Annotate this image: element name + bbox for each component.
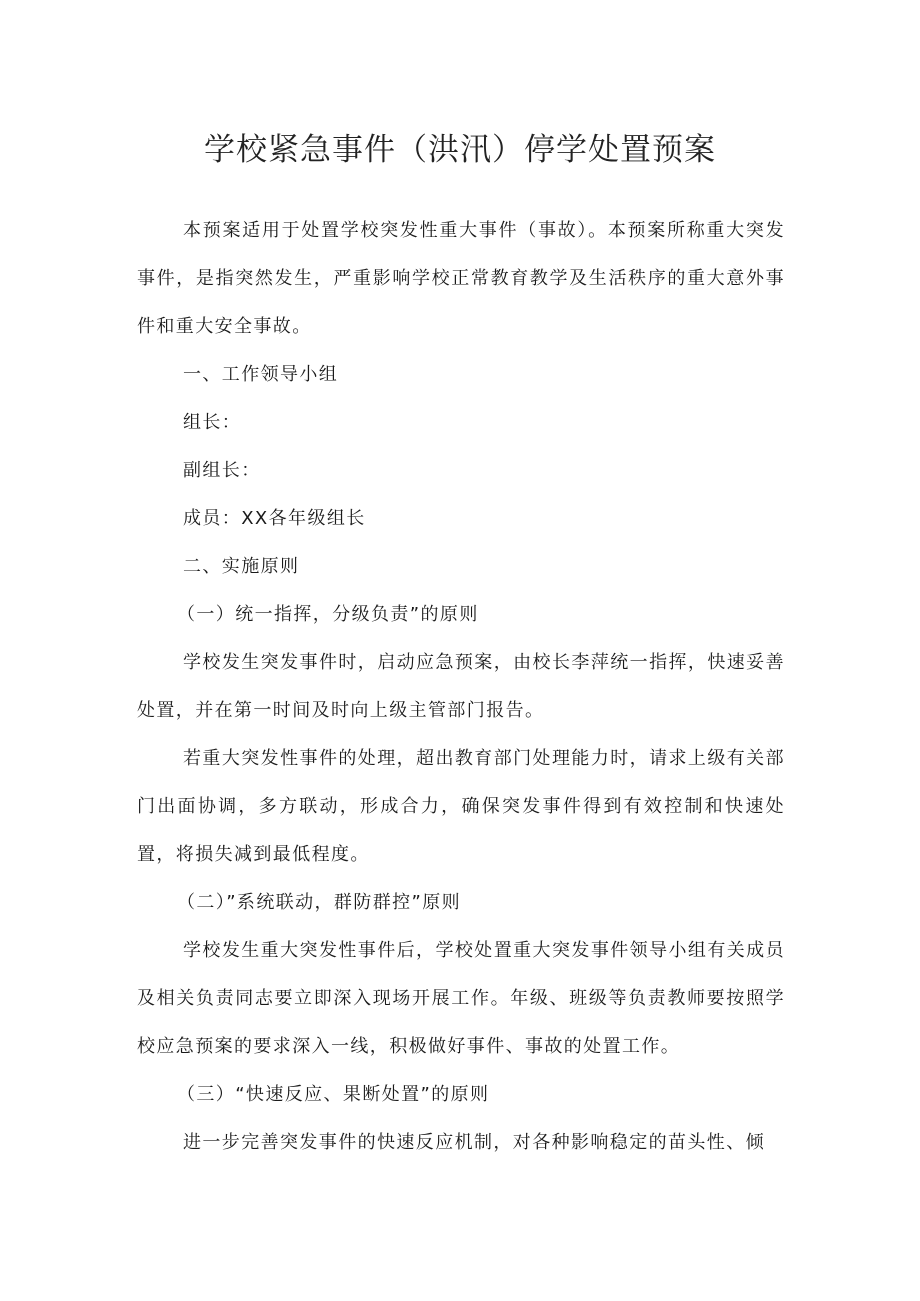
document-title: 学校紧急事件（洪汛）停学处置预案	[204, 132, 716, 168]
group-leader-line: 组长：	[183, 412, 242, 433]
section-heading-leadership: 一、工作领导小组	[183, 364, 339, 385]
section-heading-principles: 二、实施原则	[183, 556, 300, 577]
subheading-rapid-response: （三）“快速反应、果断处置”的原则	[177, 1084, 490, 1105]
paragraph-rapid-response: 进一步完善突发事件的快速反应机制，对各种影响稳定的苗头性、倾	[183, 1132, 765, 1153]
paragraph-coordination: 若重大突发性事件的处理，超出教育部门处理能力时，请求上级有关部门出面协调，多方联动，形成合力，确保突发事件得到有效控制和快速处置，将损失减到最低程度。	[137, 748, 785, 865]
deputy-leader-line: 副组长：	[183, 460, 261, 481]
members-line: 成员：XX各年级组长	[183, 508, 366, 529]
paragraph-unified-command: 学校发生突发事件时，启动应急预案，由校长李萍统一指挥，快速妥善处置，并在第一时间及时向上级主管部门报告。	[137, 652, 785, 721]
subheading-unified-command: （一）统一指挥，分级负责”的原则	[177, 604, 479, 625]
paragraph-intro: 本预案适用于处置学校突发性重大事件（事故）。本预案所称重大突发事件，是指突然发生，严重影响学校正常教育教学及生活秩序的重大意外事件和重大安全事故。	[137, 220, 785, 337]
subheading-system-linkage: （二）”系统联动，群防群控”原则	[177, 892, 462, 913]
document-body	[137, 207, 785, 1167]
paragraph-system-linkage: 学校发生重大突发性事件后，学校处置重大突发事件领导小组有关成员及相关负责同志要立即深入现场开展工作。年级、班级等负责教师要按照学校应急预案的要求深入一线，积极做好事件、事故的处置工作。	[137, 940, 785, 1057]
